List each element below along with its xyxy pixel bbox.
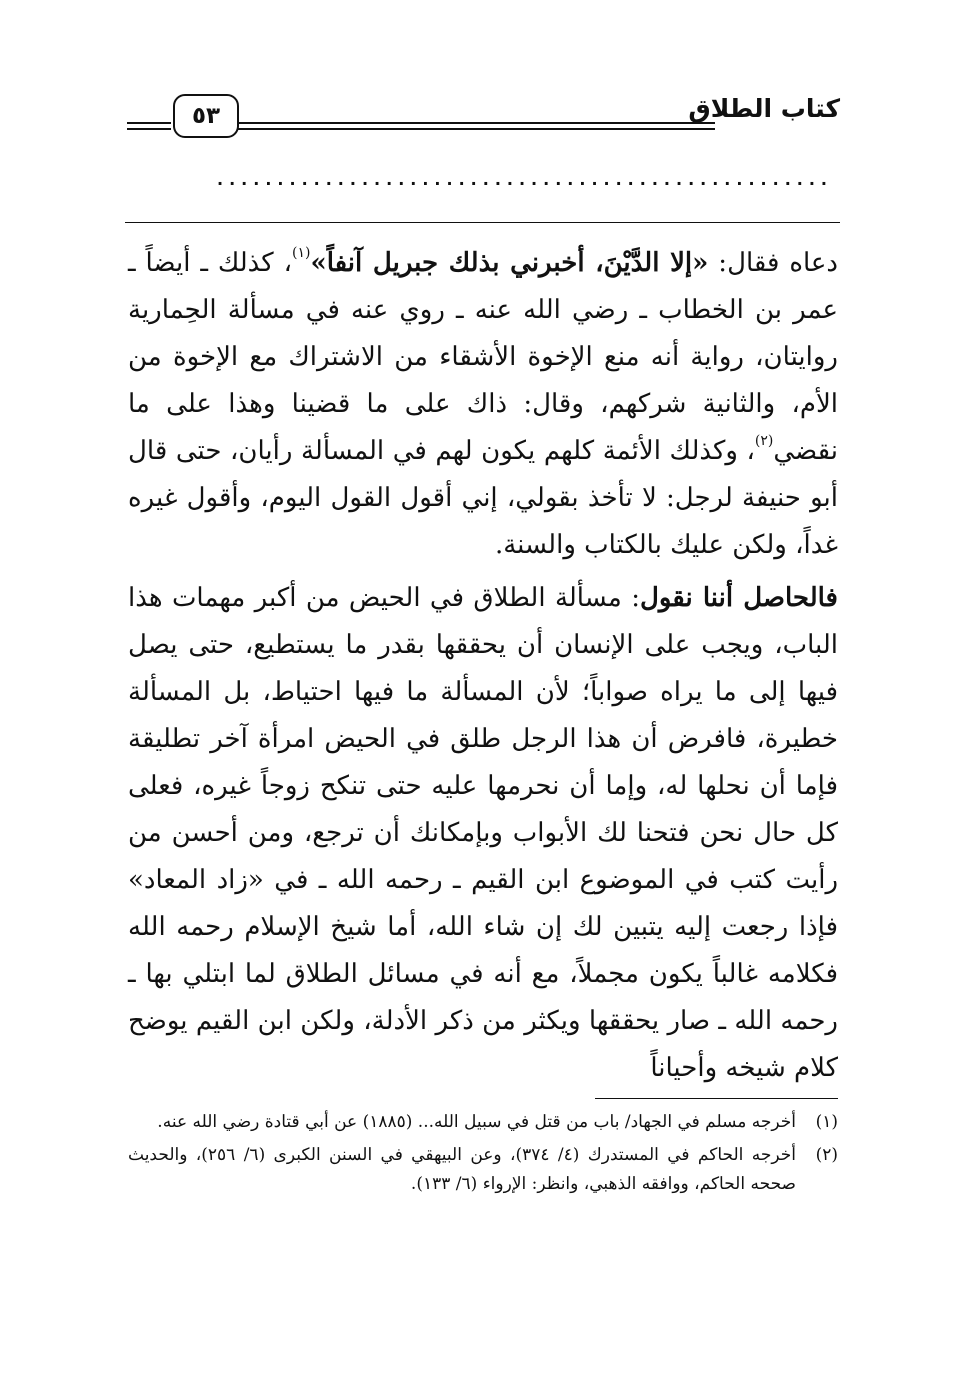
page-number-box xyxy=(173,94,239,138)
ellipsis-row: ................................................... xyxy=(217,170,833,189)
footnote-1 xyxy=(128,1108,838,1137)
footnote-text: أخرجه مسلم في الجهاد/ باب من قتل في سبيل الله... (١٨٨٥) عن أبي قتادة رضي الله عنه. xyxy=(157,1112,796,1132)
main-text xyxy=(128,240,838,1092)
paragraph-2 xyxy=(128,575,838,1092)
p1-text-1: دعاه فقال: xyxy=(708,248,838,278)
p1-text-3: ، وكذلك الأئمة كلهم يكون لهم في المسألة رأيان، حتى قال أبو حنيفة لرجل: لا تأخذ بقولي، إني أقول القول اليوم، وأقول غيره غداً، ولكن عليك بالكتاب والسنة. xyxy=(128,436,838,560)
page-header xyxy=(125,90,840,150)
paragraph-1 xyxy=(128,240,838,569)
book-title: كتاب الطلاق xyxy=(688,94,840,123)
footnote-separator xyxy=(595,1098,838,1099)
header-rule-left-bottom xyxy=(127,128,171,130)
footnote-ref-2: (٢) xyxy=(754,433,774,449)
page-number: ٥٣ xyxy=(191,103,221,129)
footnotes xyxy=(128,1108,838,1203)
footnote-text: أخرجه الحاكم في المستدرك (٤/ ٣٧٤)، وعن البيهقي في السنن الكبرى (٦/ ٢٥٦)، والحديث صححه الحاكم، ووافقه الذهبي، وانظر: الإرواء (٦/ ١٣٣). xyxy=(128,1145,796,1194)
footnote-number: (١) xyxy=(815,1112,838,1132)
p1-hadith-quote: «إلا الدَّيْنَ، أخبرني بذلك جبريل آنفاً» xyxy=(310,248,709,278)
footnote-number: (٢) xyxy=(815,1145,838,1165)
p2-text: : مسألة الطلاق في الحيض من أكبر مهمات هذا الباب، ويجب على الإنسان أن يحققها بقدر ما يستطيع، حتى يصل فيها إلى ما يراه صواباً؛ لأن المسألة ما فيها احتياط، بل المسألة خطيرة، فافرض أن هذا الرجل طلق في الحيض امرأة آخر تطليقة فإما أن نحلها له، وإما أن نحرمها عليه حتى تنكح زوجاً غيره، فعلى كل حال نحن فتحنا لك الأبواب وبإمكانك أن ترجع، ومن أحسن من رأيت كتب في الموضوع ابن القيم ـ رحمه الله ـ في «زاد المعاد» فإذا رجعت إليه يتبين لك إن شاء الله، أما شيخ الإسلام رحمه الله فكلامه غالباً يكون مجملاً، مع أنه في مسائل الطلاق لما ابتلي بها ـ رحمه الله ـ صار يحققها ويكثر من ذكر الأدلة، ولكن ابن القيم يوضح كلام شيخه وأحياناً xyxy=(128,583,838,1083)
top-separator xyxy=(125,222,840,223)
p2-bold-lead: فالحاصل أننا نقول xyxy=(639,583,838,613)
header-rule-right-bottom xyxy=(237,128,715,130)
footnote-2 xyxy=(128,1141,838,1199)
p1-text-2: ، كذلك ـ أيضاً ـ عمر بن الخطاب ـ رضي الله عنه ـ روي عنه في مسألة الحِمارية روايتان، رواية أنه منع الإخوة الأشقاء من الاشتراك مع الإخوة من الأم، والثانية شركهم، وقال: ذاك على ما قضينا وهذا على ما نقضي xyxy=(128,248,838,466)
footnote-ref-1: (١) xyxy=(291,245,311,261)
header-rule-left-top xyxy=(127,122,171,124)
header-rule-right-top xyxy=(237,122,715,124)
